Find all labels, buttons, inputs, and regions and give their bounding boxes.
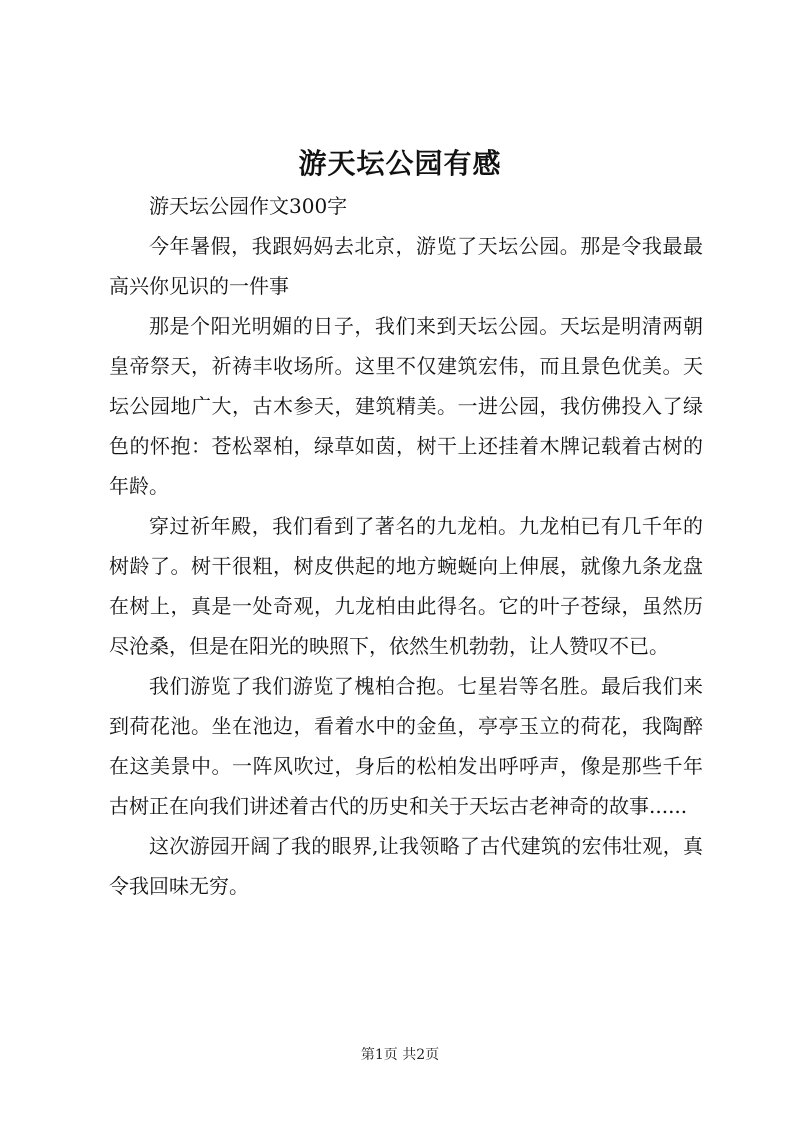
paragraph-subtitle: 游天坛公园作文300字 (149, 194, 348, 218)
page-number-footer: 第1页 共2页 (360, 1047, 440, 1063)
paragraph-conclusion: 这次游园开阔了我的眼界,让我领略了古代建筑的宏伟壮观，真令我回味无穷。 (109, 834, 703, 898)
paragraph-park: 那是个阳光明媚的日子，我们来到天坛公园。天坛是明清两朝皇帝祭天，祈祷丰收场所。这里不仅建筑宏伟，而且景色优美。天坛公园地广大，古木参天，建筑精美。一进公园，我仿佛投入了绿色的怀抱：苍松翠柏，绿草如茵，树干上还挂着木牌记载着古树的年龄。 (109, 314, 703, 498)
document-title: 游天坛公园有感 (298, 147, 502, 180)
document-body (109, 186, 703, 906)
paragraph-intro: 今年暑假，我跟妈妈去北京，游览了天坛公园。那是令我最最高兴你见识的一件事 (109, 234, 703, 298)
paragraph-cypress: 穿过祈年殿，我们看到了著名的九龙柏。九龙柏已有几千年的树龄了。树干很粗，树皮供起的地方蜿蜒向上伸展，就像九条龙盘在树上，真是一处奇观，九龙柏由此得名。它的叶子苍绿，虽然历尽沧桑，但是在阳光的映照下，依然生机勃勃，让人赞叹不已。 (109, 514, 703, 658)
paragraph-lotus-pond: 我们游览了我们游览了槐柏合抱。七星岩等名胜。最后我们来到荷花池。坐在池边，看着水中的金鱼，亭亭玉立的荷花，我陶醉在这美景中。一阵风吹过，身后的松柏发出呼呼声，像是那些千年古树正在向我们讲述着古代的历史和关于天坛古老神奇的故事...... (109, 674, 703, 818)
